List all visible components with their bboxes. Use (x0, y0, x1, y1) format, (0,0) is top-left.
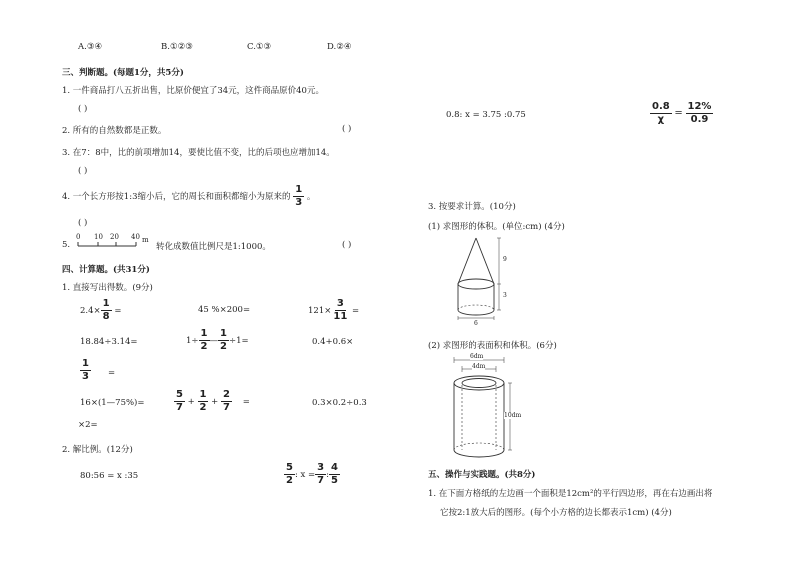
expr-3: 121× $\frac{3}{11}$ = (308, 298, 360, 322)
choice-a: A.③④ (78, 42, 103, 52)
expr-1: 2.4× $\frac{1}{8}$ = (80, 298, 122, 322)
scale-tick-0: 0 (76, 233, 81, 241)
expr-10: 0.3×0.2÷0.3 (312, 398, 367, 408)
calc-sub3: 3. 按要求计算。(10分) (428, 202, 516, 212)
judge-q4-paren: ( ) (78, 218, 88, 228)
proportion-4: $\frac{0.8}{\chi}$ = $\frac{12\%}{0.9}$ (652, 101, 712, 125)
section5-title: 五、操作与实践题。(共8分) (428, 470, 536, 480)
cylinder-height-label: 3 (503, 292, 507, 299)
expr-8: 16×(1—75%)= (80, 398, 145, 408)
scale-tick-10: 10 (94, 233, 103, 241)
hollow-cylinder-figure (446, 354, 526, 464)
choice-b: B.①②③ (161, 42, 193, 52)
height-label: 10dm (504, 412, 522, 419)
expr-11: ×2= (78, 420, 98, 430)
judge-q4-text: 4. 一个长方形按1:3缩小后，它的周长和面积都缩小为原来的 (62, 192, 291, 202)
judge-q4-end: 。 (306, 192, 316, 202)
judge-q5-number: 5. (62, 240, 71, 250)
judge-q2: 2. 所有的自然数都是正数。 (62, 126, 167, 136)
judge-q4 (62, 184, 315, 209)
expr-5: 1÷ $\frac{1}{2}$ — $\frac{1}{2}$ ÷1= (186, 328, 249, 352)
scale-unit: m (142, 236, 149, 244)
scale-bar (76, 234, 148, 252)
judge-q5: 转化成数值比例尺是1:1000。 (156, 242, 271, 252)
judge-q2-paren: ( ) (342, 124, 352, 134)
section4-title: 四、计算题。(共31分) (62, 265, 150, 275)
judge-q3: 3. 在7：8中，比的前项增加14，要使比值不变，比的后项也应增加14。 (62, 148, 335, 158)
hollow-cylinder-diagram (446, 354, 526, 464)
choice-c: C.①③ (247, 42, 272, 52)
expr-7-equals: = (108, 368, 116, 378)
inner-width-label: 4dm (472, 363, 486, 370)
expr-9: $\frac{5}{7}$ + $\frac{1}{2}$ + $\frac{2}{7}$ = (176, 389, 250, 413)
scale-tick-40: 40 (131, 233, 140, 241)
calc-sub2: 2. 解比例。(12分) (62, 445, 133, 455)
judge-q3-paren: ( ) (78, 166, 88, 176)
volume-task-1: (1) 求图形的体积。(单位:cm) (4分) (428, 222, 565, 232)
operation-q1: 1. 在下面方格纸的左边画一个面积是12cm²的平行四边形，再在右边画出将 (428, 489, 713, 499)
calc-sub1: 1. 直接写出得数。(9分) (62, 283, 153, 293)
cone-cylinder-diagram (446, 234, 516, 330)
proportion-2: $\frac{5}{2}$ : x = $\frac{3}{7}$ : $\frac{4}{5}$ (286, 462, 338, 486)
volume-task-2: (2) 求图形的表面积和体积。(6分) (428, 341, 557, 351)
choice-d: D.②④ (327, 42, 352, 52)
section3-title: 三、判断题。(每题1分，共5分) (62, 68, 184, 78)
proportion-1: 80:56 = x :35 (80, 471, 139, 481)
expr-2: 45 %×200= (198, 305, 251, 315)
judge-q1-paren: ( ) (78, 104, 88, 114)
cone-cylinder-figure (446, 234, 516, 330)
operation-q1-cont: 它按2:1放大后的图形。(每个小方格的边长都表示1cm) (4分) (440, 508, 672, 518)
judge-q4-fraction: $\frac{1}{3}$ (295, 184, 303, 208)
scale-tick-20: 20 (110, 233, 119, 241)
expr-4: 18.84÷3.14= (80, 337, 138, 347)
judge-q5-paren: ( ) (342, 240, 352, 250)
outer-width-label: 6dm (470, 353, 484, 360)
cone-height-label: 9 (503, 256, 507, 263)
expr-7: $\frac{1}{3}$ (82, 358, 89, 382)
proportion-3: 0.8: x = 3.75 :0.75 (446, 110, 526, 120)
expr-6: 0.4+0.6× (312, 337, 354, 347)
judge-q1: 1. 一件商品打八五折出售，比原价便宜了34元，这件商品原价40元。 (62, 86, 324, 96)
base-width-label: 6 (474, 320, 478, 327)
